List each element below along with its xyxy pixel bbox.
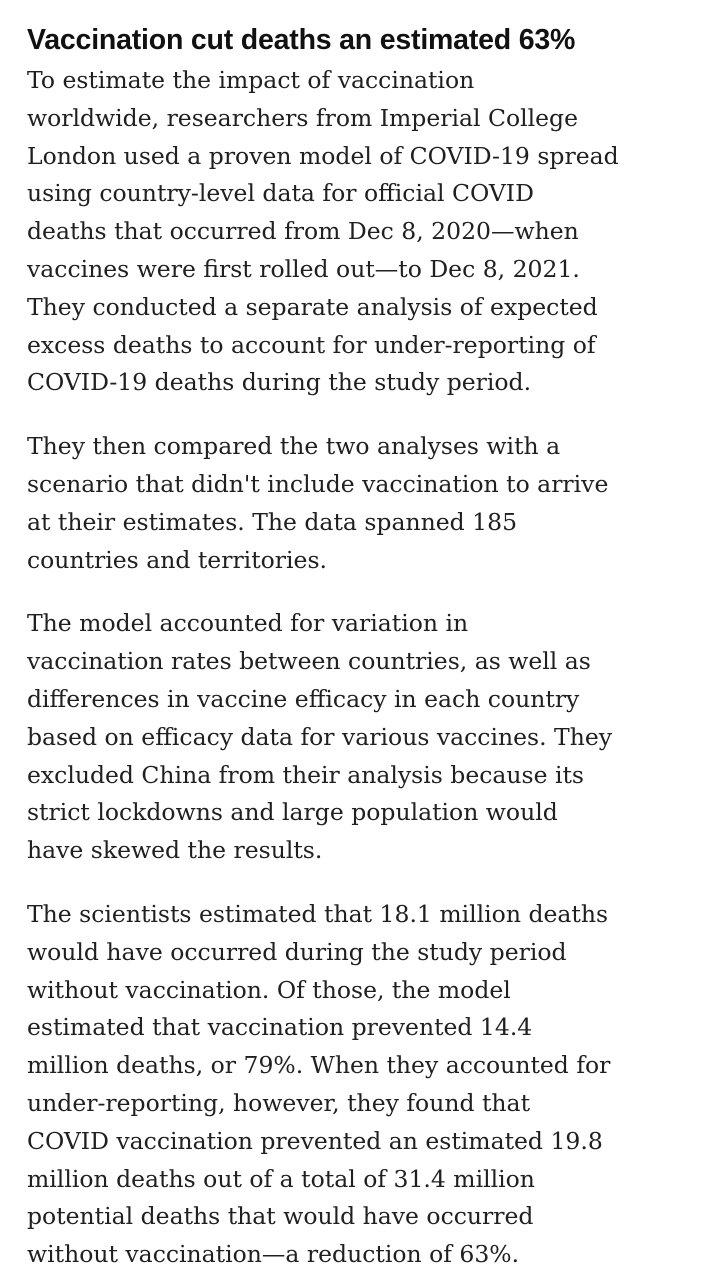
text-line: strict lockdowns and large population would [27, 798, 558, 827]
text-line: The scientists estimated that 18.1 million deaths [27, 899, 609, 928]
text-line: under-reporting, however, they found that [27, 1088, 531, 1117]
text-line: have skewed the results. [27, 836, 323, 865]
text-line: London used a proven model of COVID-19 spread [27, 141, 619, 170]
paragraph-3 [27, 605, 707, 870]
text-line: differences in vaccine efficacy in each country [27, 684, 580, 713]
text-line: worldwide, researchers from Imperial College [27, 103, 579, 132]
article-heading: Vaccination cut deaths an estimated 63% [27, 24, 576, 56]
text-line: would have occurred during the study period [27, 937, 567, 966]
text-line: at their estimates. The data spanned 185 [27, 507, 518, 536]
text-line: deaths that occurred from Dec 8, 2020—when [27, 217, 579, 246]
text-line: COVID-19 deaths during the study period. [27, 368, 532, 397]
paragraph-2 [27, 428, 707, 579]
text-line: vaccines were first rolled out—to Dec 8, 2021. [27, 254, 580, 283]
text-line: without vaccination—a reduction of 63%. [27, 1240, 520, 1269]
text-line: million deaths out of a total of 31.4 million [27, 1164, 535, 1193]
text-line: The model accounted for variation in [27, 609, 469, 638]
text-line: based on efficacy data for various vaccines. They [27, 722, 613, 751]
text-line: They conducted a separate analysis of expected [27, 292, 598, 321]
text-line: using country-level data for official COVID [27, 179, 534, 208]
text-line: scenario that didn't include vaccination to arrive [27, 469, 609, 498]
text-line: estimated that vaccination prevented 14.4 [27, 1013, 533, 1042]
paragraph-4 [27, 896, 707, 1274]
text-line: without vaccination. Of those, the model [27, 975, 511, 1004]
article [27, 20, 707, 1274]
text-line: They then compared the two analyses with a [27, 432, 561, 461]
text-line: vaccination rates between countries, as well as [27, 647, 591, 676]
text-line: million deaths, or 79%. When they accounted for [27, 1051, 611, 1080]
text-line: To estimate the impact of vaccination [27, 66, 475, 94]
text-line: excluded China from their analysis because its [27, 760, 584, 789]
text-line: countries and territories. [27, 545, 327, 574]
paragraph-1 [27, 62, 707, 402]
text-line: potential deaths that would have occurred [27, 1202, 534, 1231]
text-line: COVID vaccination prevented an estimated 19.8 [27, 1126, 603, 1155]
text-line: excess deaths to account for under-reporting of [27, 330, 596, 359]
